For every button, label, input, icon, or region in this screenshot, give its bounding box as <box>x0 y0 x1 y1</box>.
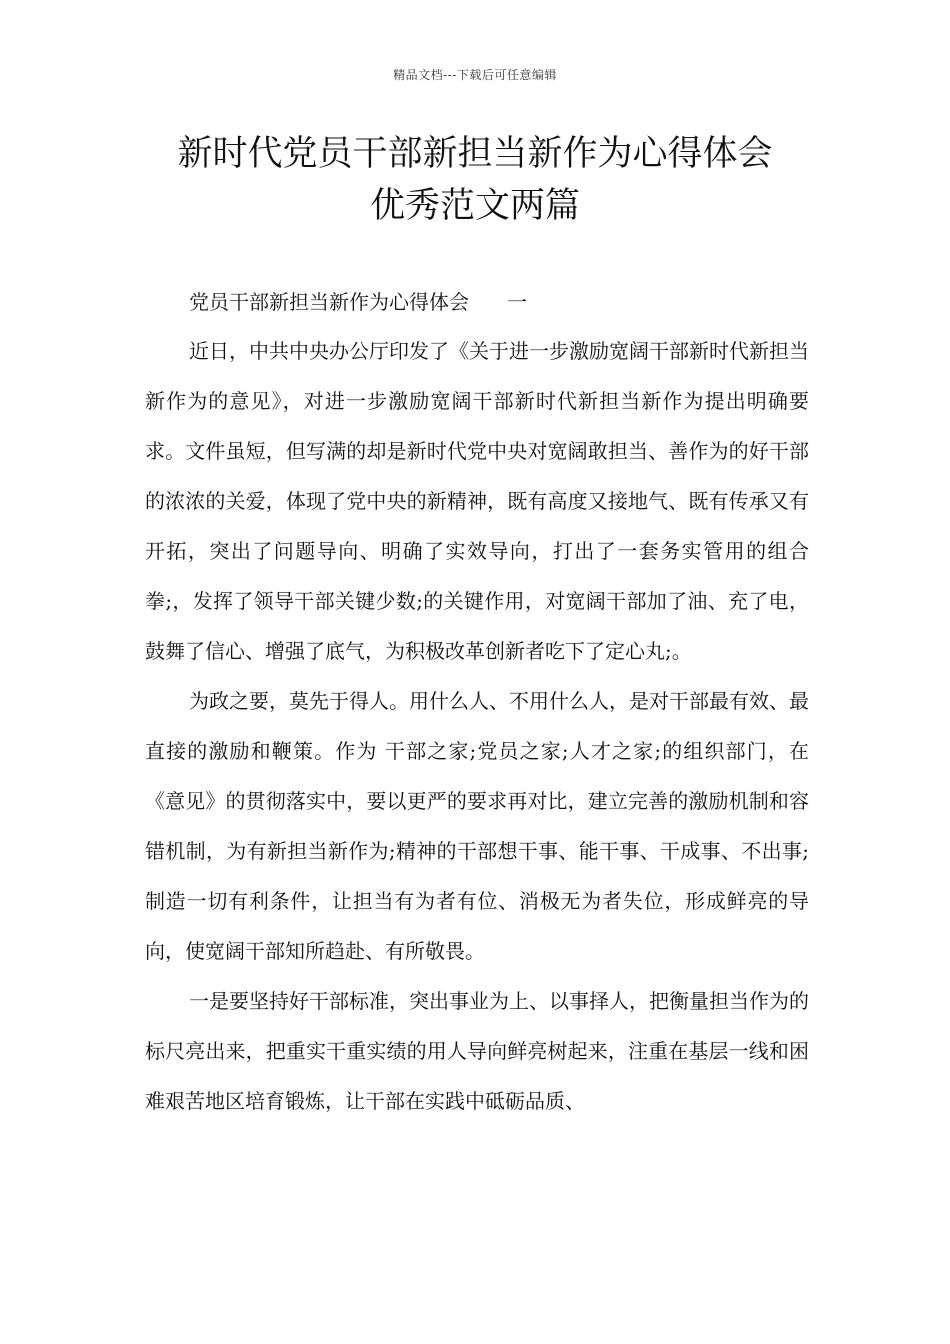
document-title-line-2: 优秀范文两篇 <box>369 186 580 226</box>
paragraph-3: 一是要坚持好干部标准，突出事业为上、以事择人，把衡量担当作为的标尺亮出来，把重实干重实绩的用人导向鲜亮树起来，注重在基层一线和困难艰苦地区培育锻炼，让干部在实践中砥砺品质、 <box>145 989 809 1113</box>
paragraph-2: 为政之要，莫先于得人。用什么人、不用什么人，是对干部最有效、最直接的激励和鞭策。作为 干部之家;党员之家;人才之家;的组织部门，在《意见》的贯彻落实中，要以更严的要求再对比，建立完善的激励机制和容错机制，为有新担当新作为;精神的干部想干事、能干事、干成事、不出事;制造一切有利条件，让担当有为者有位、消极无为者失位，形成鲜亮的导向，使宽阔干部知所趋赴、有所敬畏。 <box>145 689 809 963</box>
document-body <box>145 278 809 1126</box>
section-heading: 党员干部新担当新作为心得体会 一 <box>189 290 528 314</box>
paragraph-1: 近日，中共中央办公厅印发了《关于进一步激励宽阔干部新时代新担当新作为的意见》，对进一步激励宽阔干部新时代新担当新作为提出明确要求。文件虽短，但写满的却是新时代党中央对宽阔敢担当、善作为的好干部的浓浓的关爱，体现了党中央的新精神，既有高度又接地气、既有传承又有开拓，突出了问题导向、明确了实效导向，打出了一套务实管用的组合拳;，发挥了领导干部关键少数;的关键作用，对宽阔干部加了油、充了电，鼓舞了信心、增强了底气，为积极改革创新者吃下了定心丸;。 <box>145 339 809 663</box>
document-title-line-1: 新时代党员干部新担当新作为心得体会 <box>177 134 773 174</box>
header-note: 精品文档---下载后可任意编辑 <box>393 68 557 82</box>
document-title <box>100 128 850 232</box>
